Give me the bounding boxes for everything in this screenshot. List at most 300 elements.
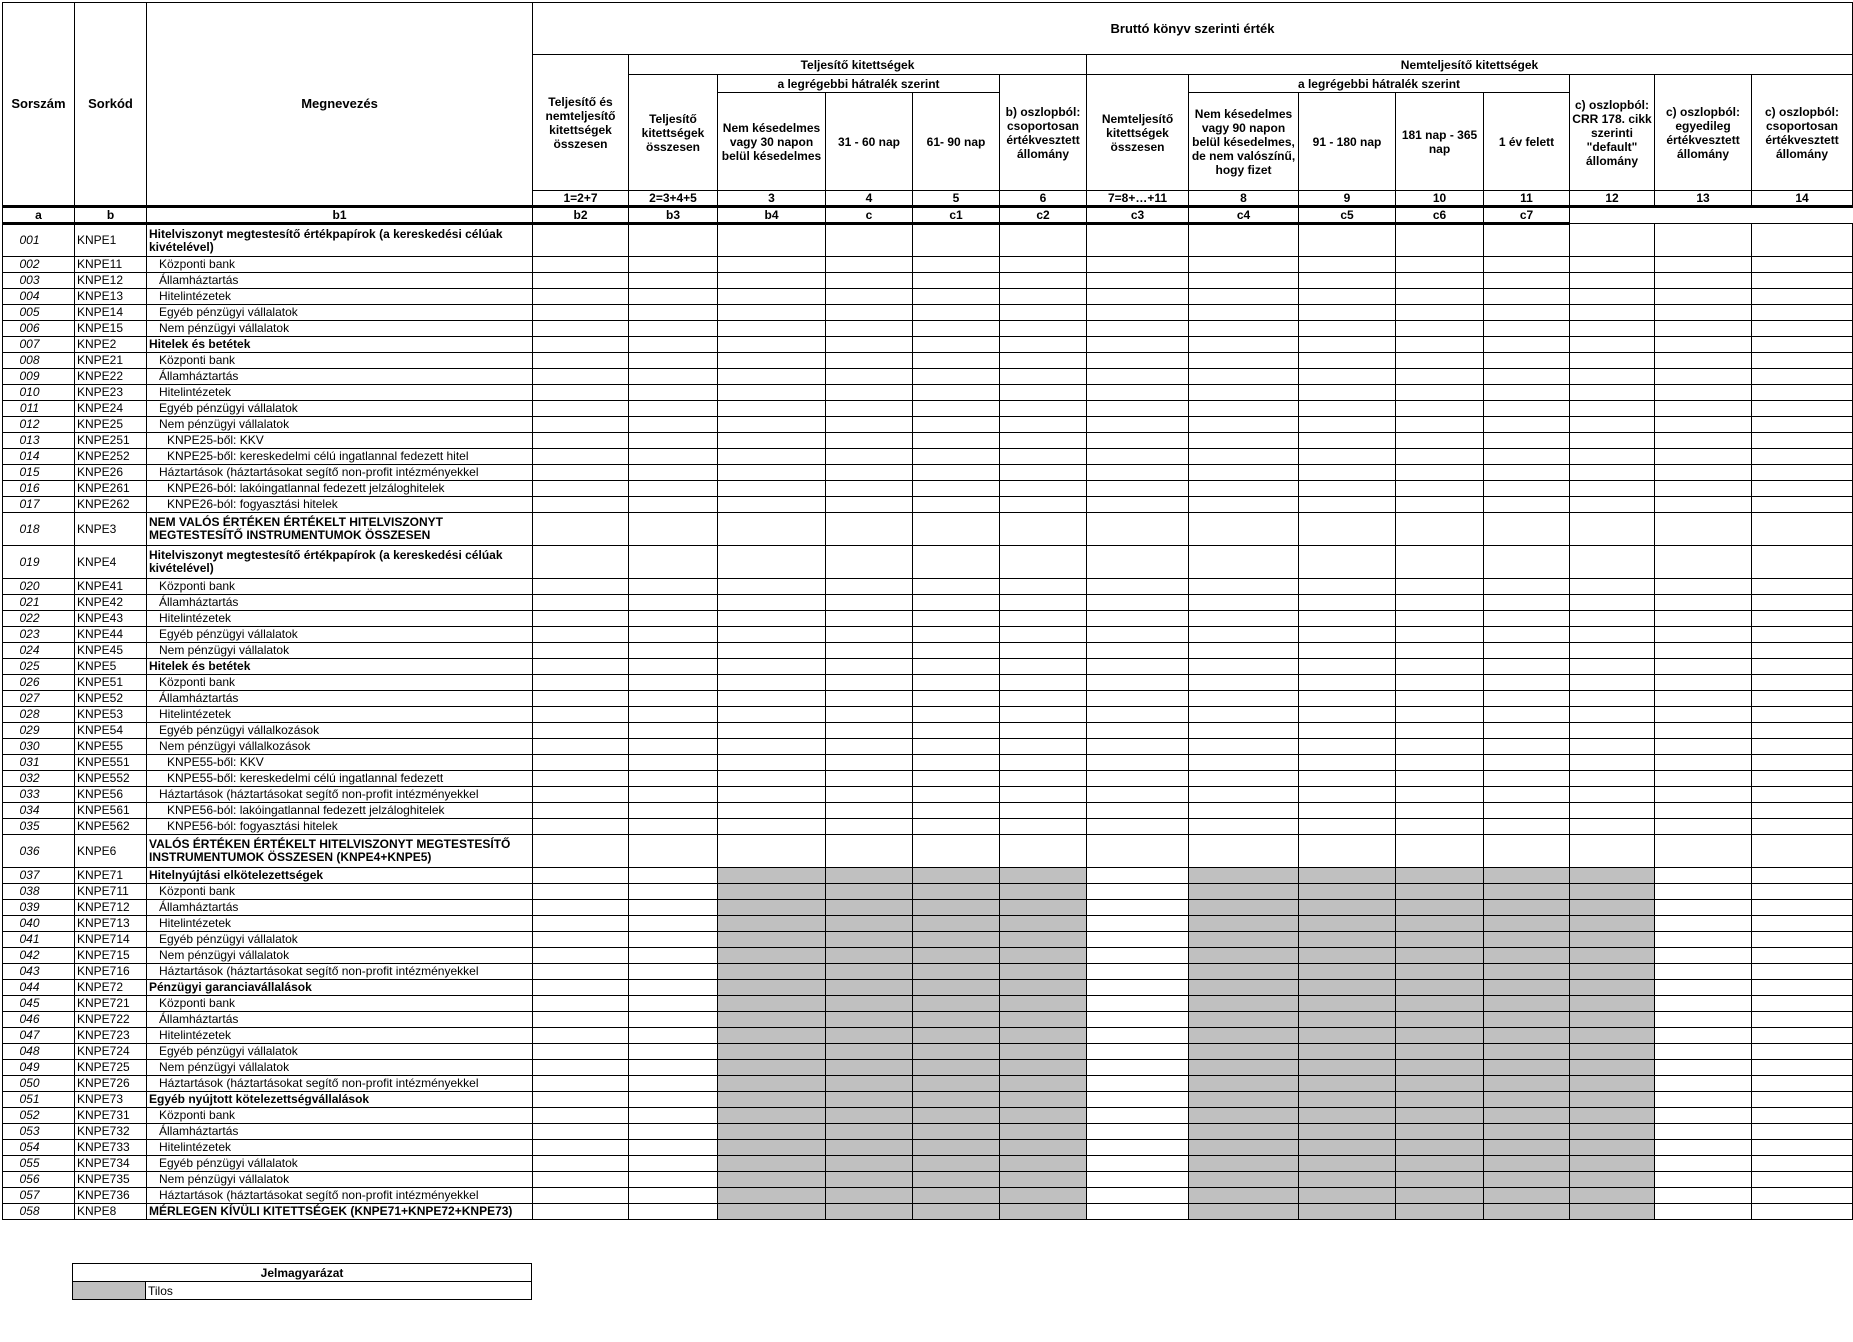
value-cell[interactable]: [1484, 579, 1570, 595]
value-cell[interactable]: [1396, 723, 1484, 739]
value-cell[interactable]: [913, 755, 1000, 771]
value-cell[interactable]: [1189, 611, 1299, 627]
value-cell[interactable]: [913, 449, 1000, 465]
value-cell[interactable]: [1655, 481, 1752, 497]
value-cell[interactable]: [913, 401, 1000, 417]
value-cell[interactable]: [1570, 417, 1655, 433]
value-cell[interactable]: [1189, 449, 1299, 465]
value-cell[interactable]: [533, 900, 629, 916]
value-cell[interactable]: [1655, 868, 1752, 884]
value-cell[interactable]: [629, 755, 718, 771]
value-cell[interactable]: [1087, 1140, 1189, 1156]
value-cell[interactable]: [1087, 980, 1189, 996]
value-cell[interactable]: [1396, 465, 1484, 481]
value-cell[interactable]: [533, 224, 629, 257]
value-cell[interactable]: [826, 224, 913, 257]
value-cell[interactable]: [1189, 675, 1299, 691]
value-cell[interactable]: [1570, 739, 1655, 755]
value-cell[interactable]: [629, 948, 718, 964]
value-cell[interactable]: [1655, 1156, 1752, 1172]
value-cell[interactable]: [826, 497, 913, 513]
value-cell[interactable]: [826, 739, 913, 755]
value-cell[interactable]: [826, 675, 913, 691]
value-cell[interactable]: [1655, 579, 1752, 595]
value-cell[interactable]: [913, 595, 1000, 611]
value-cell[interactable]: [718, 771, 826, 787]
value-cell[interactable]: [533, 1188, 629, 1204]
value-cell[interactable]: [1000, 643, 1087, 659]
value-cell[interactable]: [533, 289, 629, 305]
value-cell[interactable]: [1000, 611, 1087, 627]
value-cell[interactable]: [1299, 289, 1396, 305]
value-cell[interactable]: [1570, 401, 1655, 417]
value-cell[interactable]: [1752, 1028, 1853, 1044]
value-cell[interactable]: [826, 353, 913, 369]
value-cell[interactable]: [1189, 353, 1299, 369]
value-cell[interactable]: [1087, 465, 1189, 481]
value-cell[interactable]: [1087, 1124, 1189, 1140]
value-cell[interactable]: [1000, 465, 1087, 481]
value-cell[interactable]: [1000, 433, 1087, 449]
value-cell[interactable]: [1189, 289, 1299, 305]
value-cell[interactable]: [1752, 433, 1853, 449]
value-cell[interactable]: [1189, 643, 1299, 659]
value-cell[interactable]: [718, 224, 826, 257]
value-cell[interactable]: [718, 611, 826, 627]
value-cell[interactable]: [1752, 980, 1853, 996]
value-cell[interactable]: [1655, 1092, 1752, 1108]
value-cell[interactable]: [1189, 433, 1299, 449]
value-cell[interactable]: [1655, 771, 1752, 787]
value-cell[interactable]: [1655, 980, 1752, 996]
value-cell[interactable]: [533, 1172, 629, 1188]
value-cell[interactable]: [1752, 787, 1853, 803]
value-cell[interactable]: [533, 611, 629, 627]
value-cell[interactable]: [1484, 723, 1570, 739]
value-cell[interactable]: [718, 595, 826, 611]
value-cell[interactable]: [913, 513, 1000, 546]
value-cell[interactable]: [1484, 643, 1570, 659]
value-cell[interactable]: [629, 1012, 718, 1028]
value-cell[interactable]: [1087, 916, 1189, 932]
value-cell[interactable]: [1570, 755, 1655, 771]
value-cell[interactable]: [1299, 659, 1396, 675]
value-cell[interactable]: [718, 659, 826, 675]
value-cell[interactable]: [718, 481, 826, 497]
value-cell[interactable]: [1299, 369, 1396, 385]
value-cell[interactable]: [629, 691, 718, 707]
value-cell[interactable]: [629, 497, 718, 513]
value-cell[interactable]: [1484, 787, 1570, 803]
value-cell[interactable]: [1087, 803, 1189, 819]
value-cell[interactable]: [1752, 273, 1853, 289]
value-cell[interactable]: [1484, 273, 1570, 289]
value-cell[interactable]: [1752, 739, 1853, 755]
value-cell[interactable]: [629, 643, 718, 659]
value-cell[interactable]: [1396, 513, 1484, 546]
value-cell[interactable]: [1299, 707, 1396, 723]
value-cell[interactable]: [629, 1204, 718, 1220]
value-cell[interactable]: [1087, 819, 1189, 835]
value-cell[interactable]: [1087, 1028, 1189, 1044]
value-cell[interactable]: [1396, 401, 1484, 417]
value-cell[interactable]: [1752, 707, 1853, 723]
value-cell[interactable]: [533, 579, 629, 595]
value-cell[interactable]: [1189, 305, 1299, 321]
value-cell[interactable]: [1570, 337, 1655, 353]
value-cell[interactable]: [1655, 996, 1752, 1012]
value-cell[interactable]: [913, 787, 1000, 803]
value-cell[interactable]: [1087, 964, 1189, 980]
value-cell[interactable]: [1189, 385, 1299, 401]
value-cell[interactable]: [1000, 417, 1087, 433]
value-cell[interactable]: [1189, 321, 1299, 337]
value-cell[interactable]: [1299, 385, 1396, 401]
value-cell[interactable]: [1299, 579, 1396, 595]
value-cell[interactable]: [533, 707, 629, 723]
value-cell[interactable]: [1299, 643, 1396, 659]
value-cell[interactable]: [1655, 932, 1752, 948]
value-cell[interactable]: [533, 643, 629, 659]
value-cell[interactable]: [1000, 369, 1087, 385]
value-cell[interactable]: [629, 980, 718, 996]
value-cell[interactable]: [1752, 964, 1853, 980]
value-cell[interactable]: [1299, 691, 1396, 707]
value-cell[interactable]: [718, 513, 826, 546]
value-cell[interactable]: [826, 835, 913, 868]
value-cell[interactable]: [533, 916, 629, 932]
value-cell[interactable]: [533, 675, 629, 691]
value-cell[interactable]: [1752, 643, 1853, 659]
value-cell[interactable]: [1087, 900, 1189, 916]
value-cell[interactable]: [629, 1140, 718, 1156]
value-cell[interactable]: [1396, 707, 1484, 723]
value-cell[interactable]: [913, 803, 1000, 819]
value-cell[interactable]: [1570, 611, 1655, 627]
value-cell[interactable]: [1087, 546, 1189, 579]
value-cell[interactable]: [1570, 305, 1655, 321]
value-cell[interactable]: [629, 257, 718, 273]
value-cell[interactable]: [1189, 257, 1299, 273]
value-cell[interactable]: [629, 289, 718, 305]
value-cell[interactable]: [1570, 787, 1655, 803]
value-cell[interactable]: [1570, 257, 1655, 273]
value-cell[interactable]: [1655, 385, 1752, 401]
value-cell[interactable]: [1000, 289, 1087, 305]
value-cell[interactable]: [629, 611, 718, 627]
value-cell[interactable]: [1484, 385, 1570, 401]
value-cell[interactable]: [1396, 369, 1484, 385]
value-cell[interactable]: [1752, 1108, 1853, 1124]
value-cell[interactable]: [533, 996, 629, 1012]
value-cell[interactable]: [1299, 321, 1396, 337]
value-cell[interactable]: [1655, 900, 1752, 916]
value-cell[interactable]: [533, 1060, 629, 1076]
value-cell[interactable]: [1752, 1092, 1853, 1108]
value-cell[interactable]: [1087, 659, 1189, 675]
value-cell[interactable]: [1299, 675, 1396, 691]
value-cell[interactable]: [1570, 835, 1655, 868]
value-cell[interactable]: [1396, 643, 1484, 659]
value-cell[interactable]: [629, 273, 718, 289]
value-cell[interactable]: [533, 595, 629, 611]
value-cell[interactable]: [533, 385, 629, 401]
value-cell[interactable]: [913, 224, 1000, 257]
value-cell[interactable]: [1189, 273, 1299, 289]
value-cell[interactable]: [1087, 675, 1189, 691]
value-cell[interactable]: [1000, 755, 1087, 771]
value-cell[interactable]: [913, 497, 1000, 513]
value-cell[interactable]: [629, 579, 718, 595]
value-cell[interactable]: [1655, 257, 1752, 273]
value-cell[interactable]: [1655, 643, 1752, 659]
value-cell[interactable]: [1655, 1124, 1752, 1140]
value-cell[interactable]: [1396, 803, 1484, 819]
value-cell[interactable]: [1570, 627, 1655, 643]
value-cell[interactable]: [718, 289, 826, 305]
value-cell[interactable]: [1087, 755, 1189, 771]
value-cell[interactable]: [913, 819, 1000, 835]
value-cell[interactable]: [1189, 224, 1299, 257]
value-cell[interactable]: [826, 449, 913, 465]
value-cell[interactable]: [1396, 771, 1484, 787]
value-cell[interactable]: [1396, 305, 1484, 321]
value-cell[interactable]: [1189, 497, 1299, 513]
value-cell[interactable]: [1570, 595, 1655, 611]
value-cell[interactable]: [718, 675, 826, 691]
value-cell[interactable]: [1484, 675, 1570, 691]
value-cell[interactable]: [1484, 353, 1570, 369]
value-cell[interactable]: [533, 353, 629, 369]
value-cell[interactable]: [1752, 337, 1853, 353]
value-cell[interactable]: [718, 755, 826, 771]
value-cell[interactable]: [1087, 723, 1189, 739]
value-cell[interactable]: [913, 546, 1000, 579]
value-cell[interactable]: [718, 369, 826, 385]
value-cell[interactable]: [1087, 1204, 1189, 1220]
value-cell[interactable]: [1484, 691, 1570, 707]
value-cell[interactable]: [1299, 273, 1396, 289]
value-cell[interactable]: [1299, 481, 1396, 497]
value-cell[interactable]: [826, 321, 913, 337]
value-cell[interactable]: [1299, 819, 1396, 835]
value-cell[interactable]: [1299, 723, 1396, 739]
value-cell[interactable]: [1087, 627, 1189, 643]
value-cell[interactable]: [1087, 884, 1189, 900]
value-cell[interactable]: [718, 707, 826, 723]
value-cell[interactable]: [826, 803, 913, 819]
value-cell[interactable]: [1000, 723, 1087, 739]
value-cell[interactable]: [1752, 546, 1853, 579]
value-cell[interactable]: [1299, 497, 1396, 513]
value-cell[interactable]: [1000, 627, 1087, 643]
value-cell[interactable]: [1396, 835, 1484, 868]
value-cell[interactable]: [1655, 1140, 1752, 1156]
value-cell[interactable]: [533, 1076, 629, 1092]
value-cell[interactable]: [1299, 803, 1396, 819]
value-cell[interactable]: [629, 481, 718, 497]
value-cell[interactable]: [533, 449, 629, 465]
value-cell[interactable]: [1570, 659, 1655, 675]
value-cell[interactable]: [1000, 321, 1087, 337]
value-cell[interactable]: [1000, 273, 1087, 289]
value-cell[interactable]: [1396, 385, 1484, 401]
value-cell[interactable]: [533, 1044, 629, 1060]
value-cell[interactable]: [629, 465, 718, 481]
value-cell[interactable]: [1000, 675, 1087, 691]
value-cell[interactable]: [629, 787, 718, 803]
value-cell[interactable]: [718, 579, 826, 595]
value-cell[interactable]: [629, 996, 718, 1012]
value-cell[interactable]: [1752, 723, 1853, 739]
value-cell[interactable]: [913, 835, 1000, 868]
value-cell[interactable]: [1000, 835, 1087, 868]
value-cell[interactable]: [1299, 835, 1396, 868]
value-cell[interactable]: [1484, 497, 1570, 513]
value-cell[interactable]: [629, 1188, 718, 1204]
value-cell[interactable]: [913, 691, 1000, 707]
value-cell[interactable]: [826, 611, 913, 627]
value-cell[interactable]: [1396, 755, 1484, 771]
value-cell[interactable]: [1752, 916, 1853, 932]
value-cell[interactable]: [1189, 627, 1299, 643]
value-cell[interactable]: [718, 353, 826, 369]
value-cell[interactable]: [1087, 932, 1189, 948]
value-cell[interactable]: [1299, 224, 1396, 257]
value-cell[interactable]: [826, 707, 913, 723]
value-cell[interactable]: [629, 900, 718, 916]
value-cell[interactable]: [533, 465, 629, 481]
value-cell[interactable]: [718, 257, 826, 273]
value-cell[interactable]: [718, 433, 826, 449]
value-cell[interactable]: [1655, 819, 1752, 835]
value-cell[interactable]: [1484, 289, 1570, 305]
value-cell[interactable]: [1189, 819, 1299, 835]
value-cell[interactable]: [1570, 273, 1655, 289]
value-cell[interactable]: [1087, 369, 1189, 385]
value-cell[interactable]: [718, 819, 826, 835]
value-cell[interactable]: [718, 835, 826, 868]
value-cell[interactable]: [718, 305, 826, 321]
value-cell[interactable]: [1000, 595, 1087, 611]
value-cell[interactable]: [629, 417, 718, 433]
value-cell[interactable]: [1752, 224, 1853, 257]
value-cell[interactable]: [629, 819, 718, 835]
value-cell[interactable]: [1189, 755, 1299, 771]
value-cell[interactable]: [629, 433, 718, 449]
value-cell[interactable]: [1752, 835, 1853, 868]
value-cell[interactable]: [1570, 481, 1655, 497]
value-cell[interactable]: [533, 369, 629, 385]
value-cell[interactable]: [1655, 675, 1752, 691]
value-cell[interactable]: [533, 1108, 629, 1124]
value-cell[interactable]: [1655, 273, 1752, 289]
value-cell[interactable]: [826, 723, 913, 739]
value-cell[interactable]: [1189, 369, 1299, 385]
value-cell[interactable]: [629, 353, 718, 369]
value-cell[interactable]: [1299, 739, 1396, 755]
value-cell[interactable]: [1752, 996, 1853, 1012]
value-cell[interactable]: [1087, 1108, 1189, 1124]
value-cell[interactable]: [1087, 579, 1189, 595]
value-cell[interactable]: [1396, 289, 1484, 305]
value-cell[interactable]: [718, 273, 826, 289]
value-cell[interactable]: [1570, 771, 1655, 787]
value-cell[interactable]: [718, 337, 826, 353]
value-cell[interactable]: [1396, 417, 1484, 433]
value-cell[interactable]: [1000, 305, 1087, 321]
value-cell[interactable]: [1087, 739, 1189, 755]
value-cell[interactable]: [826, 546, 913, 579]
value-cell[interactable]: [1655, 433, 1752, 449]
value-cell[interactable]: [1570, 579, 1655, 595]
value-cell[interactable]: [1484, 337, 1570, 353]
value-cell[interactable]: [1484, 369, 1570, 385]
value-cell[interactable]: [826, 257, 913, 273]
value-cell[interactable]: [1570, 723, 1655, 739]
value-cell[interactable]: [629, 884, 718, 900]
value-cell[interactable]: [1484, 739, 1570, 755]
value-cell[interactable]: [1000, 659, 1087, 675]
value-cell[interactable]: [1087, 996, 1189, 1012]
value-cell[interactable]: [1299, 546, 1396, 579]
value-cell[interactable]: [629, 675, 718, 691]
value-cell[interactable]: [1396, 337, 1484, 353]
value-cell[interactable]: [629, 868, 718, 884]
value-cell[interactable]: [533, 1092, 629, 1108]
value-cell[interactable]: [1655, 1204, 1752, 1220]
value-cell[interactable]: [629, 835, 718, 868]
value-cell[interactable]: [1484, 595, 1570, 611]
value-cell[interactable]: [629, 385, 718, 401]
value-cell[interactable]: [1299, 465, 1396, 481]
value-cell[interactable]: [1570, 546, 1655, 579]
value-cell[interactable]: [1299, 337, 1396, 353]
value-cell[interactable]: [1752, 1172, 1853, 1188]
value-cell[interactable]: [1087, 417, 1189, 433]
value-cell[interactable]: [718, 627, 826, 643]
value-cell[interactable]: [1189, 707, 1299, 723]
value-cell[interactable]: [629, 1108, 718, 1124]
value-cell[interactable]: [826, 787, 913, 803]
value-cell[interactable]: [1000, 224, 1087, 257]
value-cell[interactable]: [1189, 739, 1299, 755]
value-cell[interactable]: [1087, 948, 1189, 964]
value-cell[interactable]: [1655, 546, 1752, 579]
value-cell[interactable]: [629, 659, 718, 675]
value-cell[interactable]: [629, 305, 718, 321]
value-cell[interactable]: [1087, 787, 1189, 803]
value-cell[interactable]: [1570, 385, 1655, 401]
value-cell[interactable]: [1000, 481, 1087, 497]
value-cell[interactable]: [913, 433, 1000, 449]
value-cell[interactable]: [1752, 884, 1853, 900]
value-cell[interactable]: [1655, 1188, 1752, 1204]
value-cell[interactable]: [1087, 1188, 1189, 1204]
value-cell[interactable]: [718, 385, 826, 401]
value-cell[interactable]: [1396, 257, 1484, 273]
value-cell[interactable]: [1087, 868, 1189, 884]
value-cell[interactable]: [1655, 417, 1752, 433]
value-cell[interactable]: [533, 1012, 629, 1028]
value-cell[interactable]: [1299, 257, 1396, 273]
value-cell[interactable]: [1752, 819, 1853, 835]
value-cell[interactable]: [533, 787, 629, 803]
value-cell[interactable]: [1752, 1140, 1853, 1156]
value-cell[interactable]: [826, 579, 913, 595]
value-cell[interactable]: [533, 305, 629, 321]
value-cell[interactable]: [1752, 1012, 1853, 1028]
